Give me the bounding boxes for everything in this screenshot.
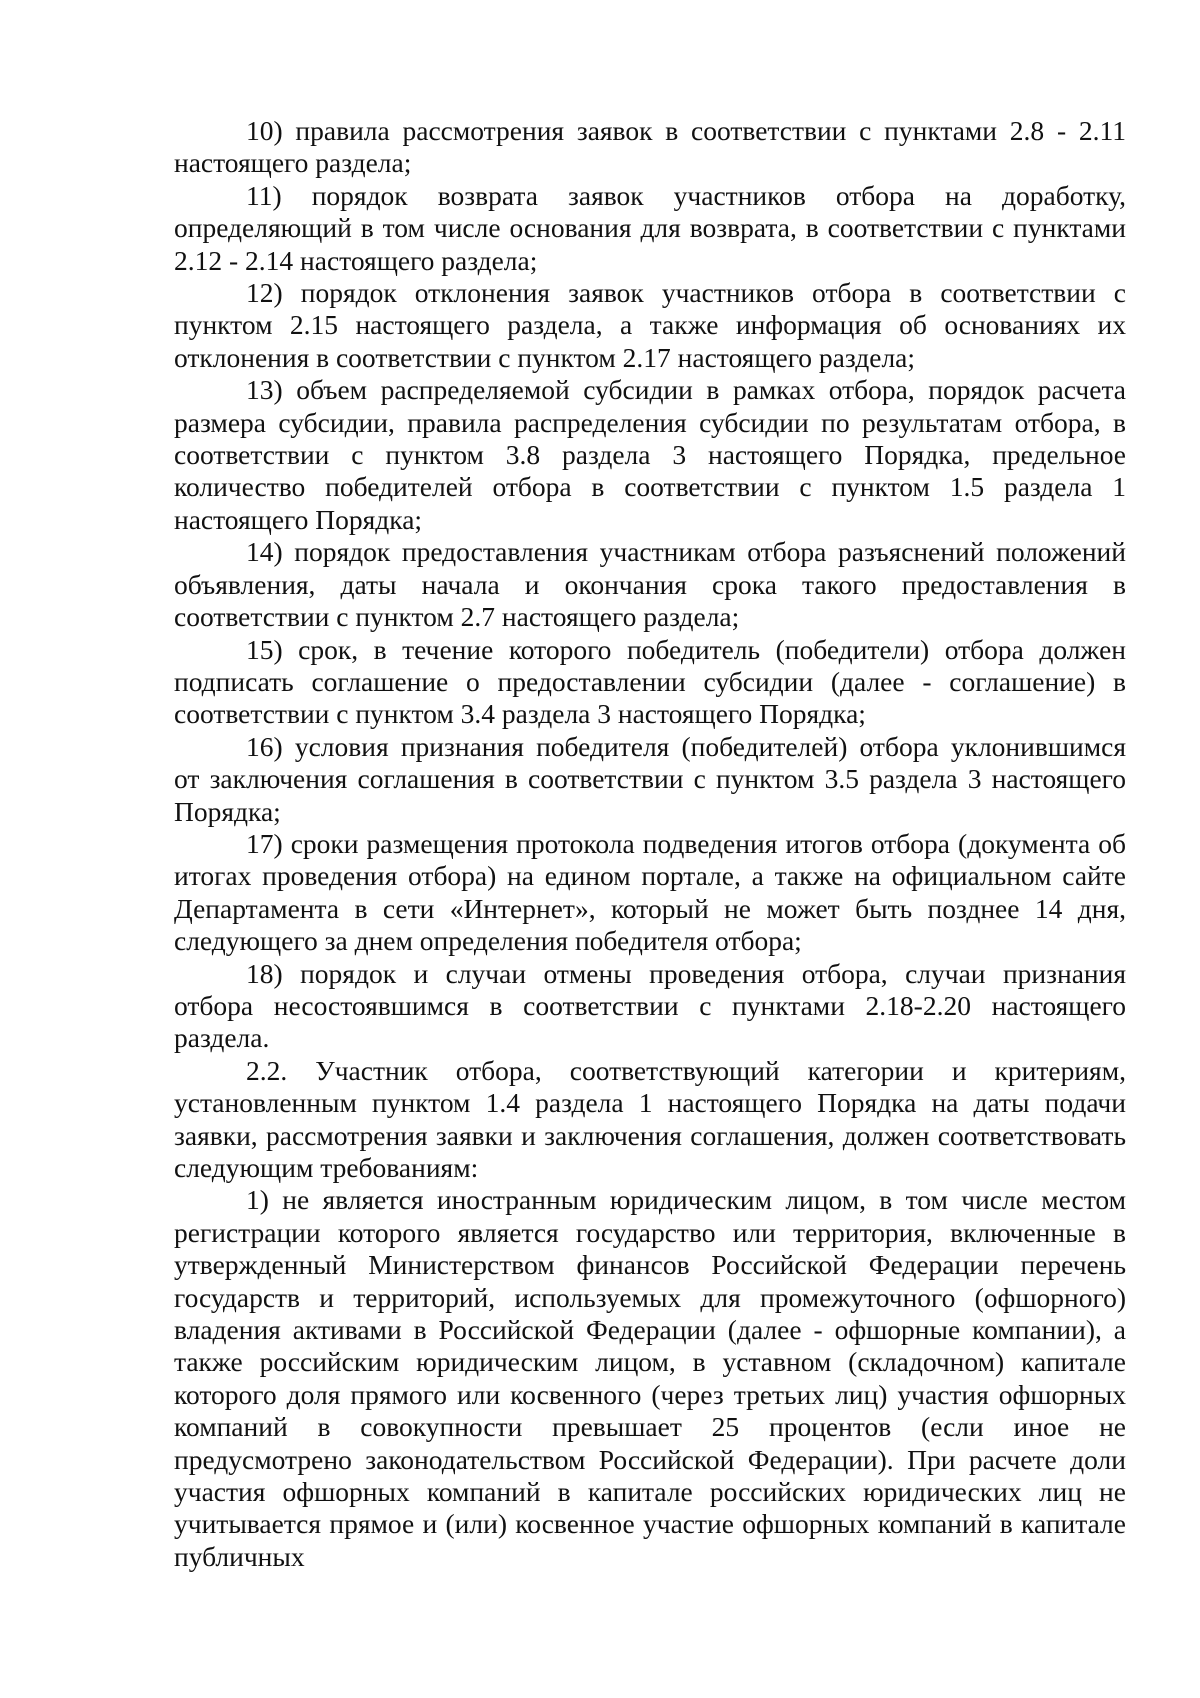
paragraph-item-15: 15) срок, в течение которого победитель (победители) отбора должен подписать соглашение о предоставлении субсидии (далее - соглашение) в соответствии с пунктом 3.4 раздела 3 настоящего Порядка; (174, 633, 1126, 730)
paragraph-item-12: 12) порядок отклонения заявок участников отбора в соответствии с пунктом 2.15 настоящего раздела, а также информация об основаниях их отклонения в соответствии с пунктом 2.17 настоящего раздела; (174, 277, 1126, 373)
paragraph-item-10: 10) правила рассмотрения заявок в соответствии с пунктами 2.8 - 2.11 настоящего раздела; (174, 115, 1126, 179)
paragraph-item-17: 17) сроки размещения протокола подведения итогов отбора (документа об итогах проведения отбора) на едином портале, а также на официальном сайте Департамента в сети «Интернет», который не может быть позднее 14 дня, следующего за днем определения победителя отбора; (174, 827, 1126, 957)
paragraph-clause-2-2: 2.2. Участник отбора, соответствующий категории и критериям, установленным пунктом 1.4 раздела 1 настоящего Порядка на даты подачи заявки, рассмотрения заявки и заключения соглашения, должен соответствовать следующим требованиям: (174, 1054, 1126, 1183)
paragraph-item-14: 14) порядок предоставления участникам отбора разъяснений положений объявления, даты начала и окончания срока такого предоставления в соответствии с пунктом 2.7 настоящего раздела; (174, 536, 1126, 633)
paragraph-item-16: 16) условия признания победителя (победителей) отбора уклонившимся от заключения соглашения в соответствии с пунктом 3.5 раздела 3 настоящего Порядка; (174, 730, 1126, 827)
paragraph-item-11: 11) порядок возврата заявок участников отбора на доработку, определяющий в том числе основания для возврата, в соответствии с пунктами 2.12 - 2.14 настоящего раздела; (174, 179, 1126, 276)
paragraph-item-18: 18) порядок и случаи отмены проведения отбора, случаи признания отбора несостоявшимся в соответствии с пунктами 2.18-2.20 настоящего раздела. (174, 957, 1126, 1054)
paragraph-item-13: 13) объем распределяемой субсидии в рамках отбора, порядок расчета размера субсидии, правила распределения субсидии по результатам отбора, в соответствии с пунктом 3.8 раздела 3 настоящего Порядка, предельное количество победителей отбора в соответствии с пунктом 1.5 раздела 1 настоящего Порядка; (174, 374, 1126, 535)
document-page (174, 115, 1126, 1573)
paragraph-requirement-1: 1) не является иностранным юридическим лицом, в том числе местом регистрации которого является государство или территория, включенные в утвержденный Министерством финансов Российской Федерации перечень государств и территорий, используемых для промежуточного (офшорного) владения активами в Российской Федерации (далее - офшорные компании), а также российским юридическим лицом, в уставном (складочном) капитале которого доля прямого или косвенного (через третьих лиц) участия офшорных компаний в совокупности превышает 25 процентов (если иное не предусмотрено законодательством Российской Федерации). При расчете доли участия офшорных компаний в капитале российских юридических лиц не учитывается прямое и (или) косвенное участие офшорных компаний в капитале публичных (174, 1184, 1126, 1572)
